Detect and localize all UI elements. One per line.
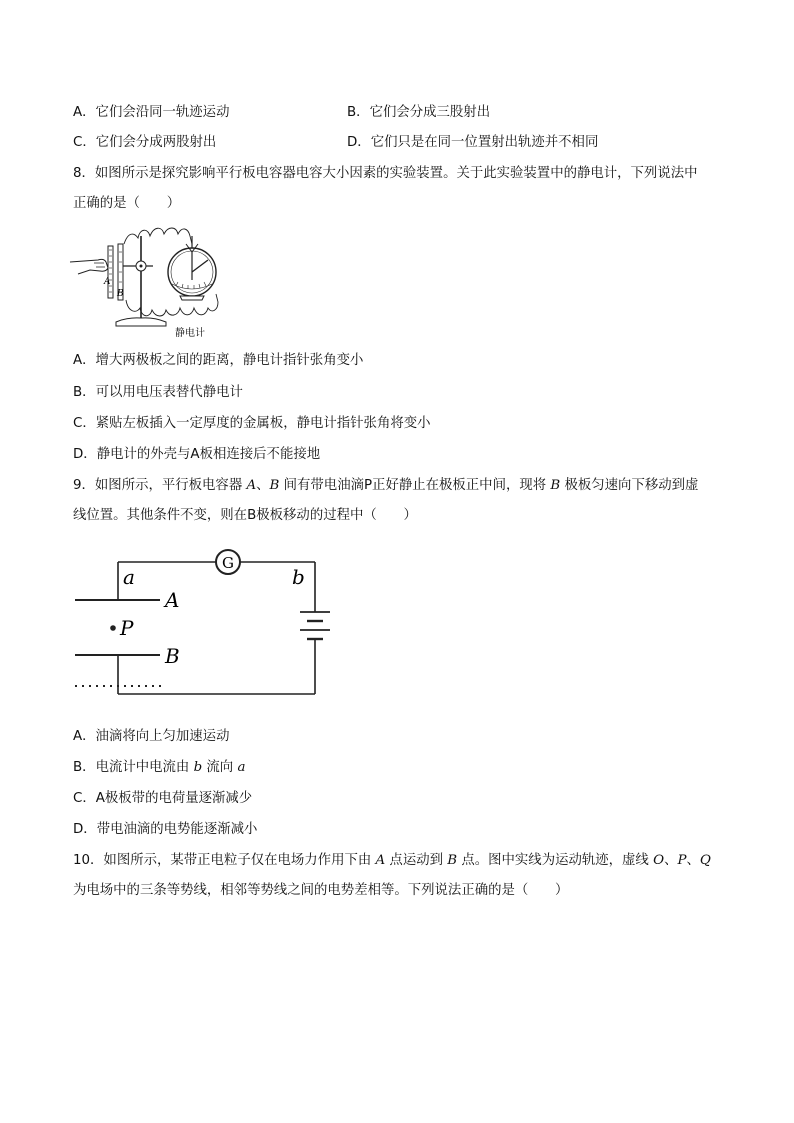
q10-stem-line1 <box>73 852 711 870</box>
q10-stem-var-q: Q <box>699 853 711 868</box>
q9-stem-line2: 线位置。其他条件不变，则在B极板移动的过程中（ ） <box>73 508 417 523</box>
top-wire <box>124 228 192 244</box>
q9-stem-text-post: 极板匀速向下移动到虚 <box>560 478 699 493</box>
label-node-b: b <box>292 565 305 589</box>
q10-stem-var-b: B <box>447 853 458 868</box>
capacitor-circuit-diagram <box>70 544 330 699</box>
electroscope-label-b: B <box>117 289 124 299</box>
q10-stem-var-a: A <box>375 853 386 868</box>
q9-option-b-var-a: a <box>237 760 246 775</box>
q9-option-d: D．带电油滴的电势能逐渐减小 <box>73 822 258 837</box>
electroscope-label-a: A <box>104 277 111 287</box>
q9-option-a: A．油滴将向上匀加速运动 <box>73 729 230 744</box>
q8-option-b: B．可以用电压表替代静电计 <box>73 385 243 400</box>
electroscope-caption: 静电计 <box>175 328 205 339</box>
q10-stem-var-p: P <box>677 853 687 868</box>
q8-option-d: D．静电计的外壳与A板相连接后不能接地 <box>73 447 321 462</box>
q8-stem-line2: 正确的是（ ） <box>73 196 181 211</box>
q9-option-b-text: B．电流计中电流由 <box>73 760 194 775</box>
q9-stem-var-a: A <box>246 478 257 493</box>
label-plate-a: A <box>165 588 180 612</box>
label-p: P <box>120 616 134 640</box>
oil-drop <box>110 625 116 631</box>
q10-stem-sep1: 、 <box>664 853 678 868</box>
q10-stem-text: 10．如图所示，某带正电粒子仅在电场力作用下由 <box>73 853 376 868</box>
label-node-a: a <box>123 565 135 589</box>
q8-stem-line1: 8．如图所示是探究影响平行板电容器电容大小因素的实验装置。关于此实验装置中的静电计，下列说法中 <box>73 166 698 181</box>
electroscope-figure <box>68 222 233 340</box>
q7-option-a: A．它们会沿同一轨迹运动 <box>73 105 230 120</box>
q9-stem-sep: 、 <box>256 478 270 493</box>
q7-option-d: D．它们只是在同一位置射出轨迹并不相同 <box>347 135 599 150</box>
q10-stem-sep2: 、 <box>686 853 700 868</box>
electroscope-diagram <box>68 222 233 340</box>
q7-option-b: B．它们会分成三股射出 <box>347 105 491 120</box>
q10-stem-var-o: O <box>653 853 665 868</box>
q10-stem-text-mid2: 点。图中实线为运动轨迹，虚线 <box>457 853 654 868</box>
q7-option-c: C．它们会分成两股射出 <box>73 135 217 150</box>
q9-option-b <box>73 759 245 777</box>
q9-stem-text-mid: 间有带电油滴P正好静止在极板正中间，现将 <box>279 478 551 493</box>
hand-fingers <box>94 263 105 267</box>
q10-stem-text-mid1: 点运动到 <box>385 853 448 868</box>
q9-stem-var-b2: B <box>550 478 561 493</box>
stand-base <box>116 318 166 326</box>
q9-stem-line1 <box>73 477 698 495</box>
q9-option-b-var-b: b <box>193 760 203 775</box>
capacitor-circuit-figure <box>70 544 330 699</box>
q8-option-a: A．增大两极板之间的距离，静电计指针张角变小 <box>73 353 364 368</box>
bottom-wire <box>126 294 218 316</box>
label-plate-b: B <box>165 644 180 668</box>
q9-option-b-text-mid: 流向 <box>202 760 238 775</box>
q9-stem-var-b: B <box>269 478 280 493</box>
galvanometer-label: G <box>222 554 234 572</box>
q8-option-c: C．紧贴左板插入一定厚度的金属板，静电计指针张角将变小 <box>73 416 431 431</box>
plate-a-shape <box>108 246 113 298</box>
q9-stem-text: 9．如图所示，平行板电容器 <box>73 478 247 493</box>
q9-option-c: C．A极板带的电荷量逐渐减少 <box>73 791 253 806</box>
q10-stem-line2: 为电场中的三条等势线，相邻等势线之间的电势差相等。下列说法正确的是（ ） <box>73 883 569 898</box>
